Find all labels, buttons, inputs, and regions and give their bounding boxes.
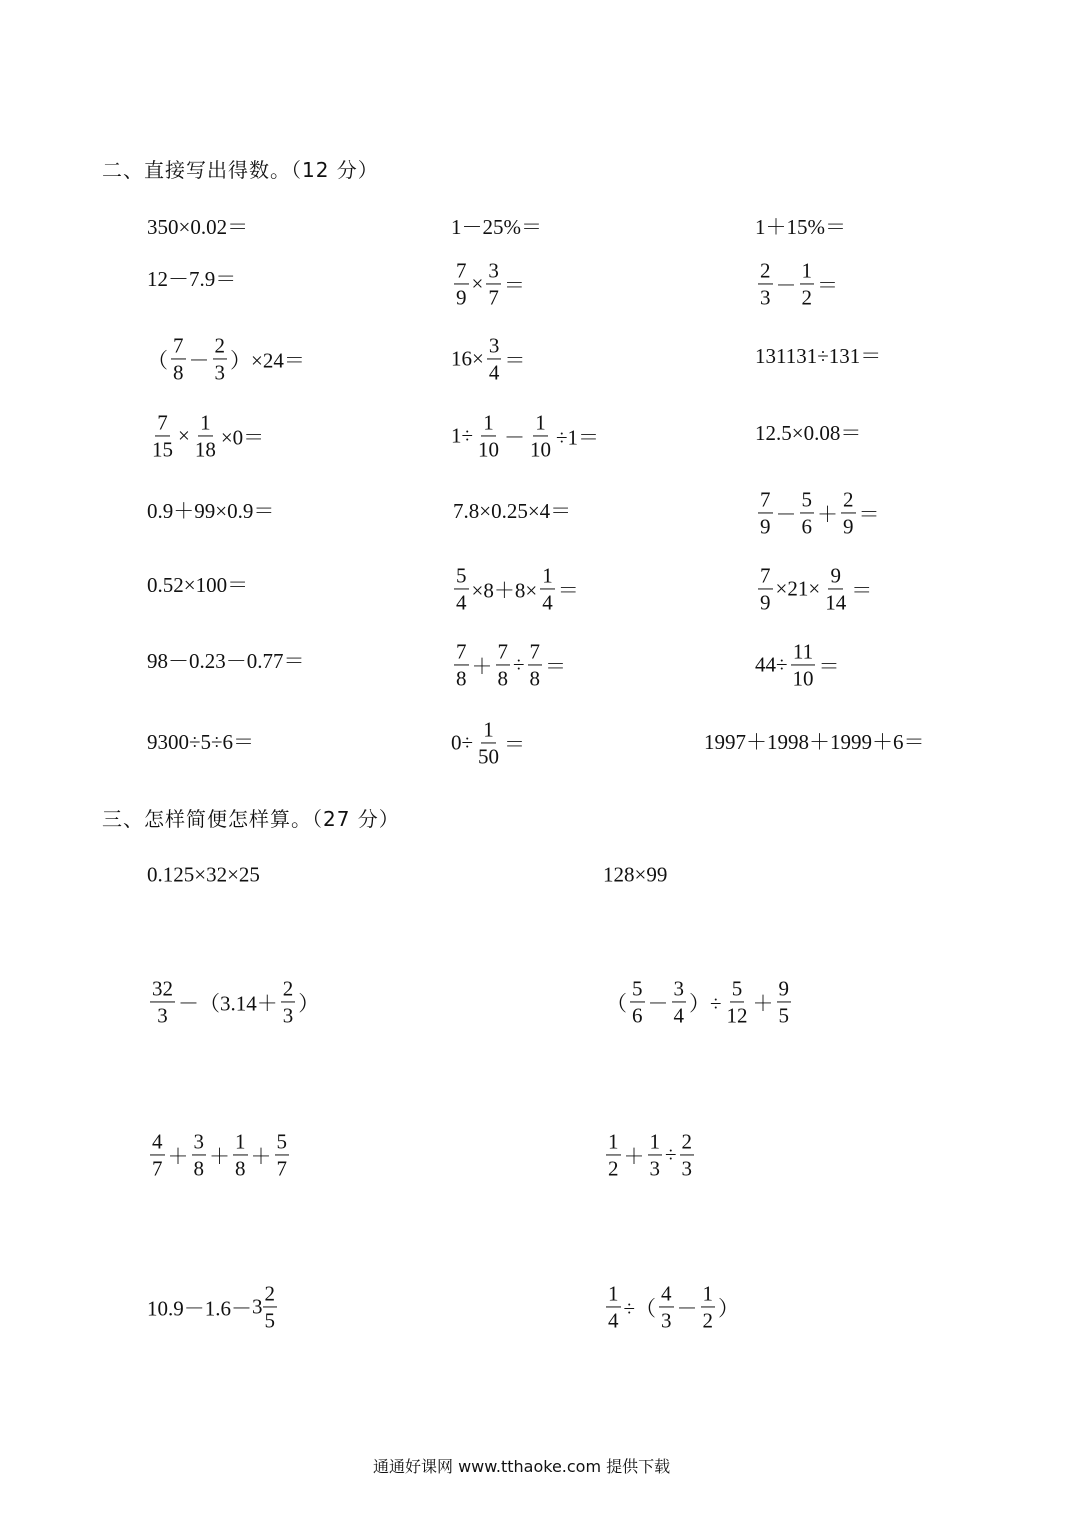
fraction [476,411,501,460]
section-3-problem [603,863,667,888]
fraction [454,640,469,689]
expression-text: （ [147,348,168,372]
expression-text: ＝ [503,273,525,297]
expression-text: ＝ [858,502,880,526]
section-3-problem [147,863,260,888]
section-3-problem [606,977,794,1026]
expression-text: 7.8×0.25×4＝ [453,499,572,523]
expression-text: 0.125×32×25 [147,862,260,887]
section-2-problem [451,334,525,383]
fraction [263,1282,278,1331]
fraction [648,1130,663,1179]
fraction-numerator: 11 [791,640,815,665]
fraction-numerator: 7 [758,564,773,589]
section-2-problem [147,263,236,293]
expression-text: －（3.14＋ [178,991,278,1015]
fraction [496,640,511,689]
fraction [540,564,555,613]
fraction [192,1130,207,1179]
footer-credit: 通通好课网 www.tthaoke.com 提供下载 [373,1457,671,1476]
fraction-numerator: 1 [481,718,496,743]
fraction-numerator: 5 [630,977,645,1002]
section-2-problem [147,411,264,460]
section-2-problem [451,640,566,689]
fraction [275,1130,290,1179]
expression-text: ＝ [504,732,526,756]
expression-text: － [676,1296,698,1320]
fraction-numerator: 1 [481,411,496,436]
expression-text: 1＋15%＝ [755,215,846,239]
fraction-denominator: 18 [194,437,216,462]
fraction-denominator: 14 [825,590,847,615]
section-2-problem [451,564,579,613]
expression-text: 44÷ [755,652,788,677]
expression-text: 1997＋1998＋1999＋6＝ [704,730,925,754]
section-2-problem [755,564,872,613]
fraction-denominator: 8 [173,360,184,385]
fraction-denominator: 5 [264,1308,275,1333]
mixed-number [252,1282,280,1331]
section-2-problem [147,645,305,675]
fraction-denominator: 3 [157,1003,168,1028]
expression-text: 0÷ [451,730,474,755]
fraction-numerator: 7 [528,640,543,665]
fraction [725,977,750,1026]
fraction-numerator: 2 [758,259,773,284]
expression-text: ） [718,1296,740,1320]
fraction-denominator: 8 [529,666,541,691]
fraction-denominator: 15 [152,437,173,462]
expression-text: × [178,423,190,448]
expression-text: ＝ [557,578,579,602]
expression-text: ＋ [817,502,838,526]
expression-text: ＝ [545,654,567,678]
section-3-problem [603,1130,697,1179]
expression-text: ＝ [851,578,873,602]
fraction-numerator: 4 [659,1282,674,1307]
fraction-denominator: 6 [801,514,812,539]
expression-text: ＋ [167,1144,189,1168]
expression-text: ＋ [250,1144,272,1168]
fraction-numerator: 9 [777,977,792,1002]
fraction [841,488,856,537]
section-2-problem [451,411,599,460]
fraction-denominator: 3 [661,1308,672,1333]
fraction-denominator: 6 [632,1003,643,1028]
fraction-denominator: 10 [530,437,552,462]
fraction-numerator: 7 [171,334,186,359]
fraction [150,977,175,1026]
fraction-denominator: 7 [152,1156,163,1181]
fraction-denominator: 2 [702,1308,714,1333]
expression-text: 1－25%＝ [451,215,542,239]
expression-text: × [471,271,484,296]
fraction-denominator: 3 [760,285,771,310]
fraction-denominator: 12 [726,1003,748,1028]
fraction-numerator: 4 [150,1130,165,1155]
fraction-denominator: 10 [478,437,500,462]
expression-text: － [775,502,797,526]
fraction [791,640,816,689]
fraction-numerator: 3 [487,334,502,359]
fraction [680,1130,695,1179]
section-2-problem [147,726,254,756]
expression-text: ） [298,991,320,1015]
fraction-denominator: 3 [282,1003,294,1028]
fraction [486,259,501,308]
fraction-numerator: 5 [730,977,745,1002]
expression-text: ＋ [623,1144,645,1168]
fraction-denominator: 8 [193,1156,204,1181]
section-3-title: 三、怎样简便怎样算。（27 分） [102,807,400,831]
fraction [454,259,469,308]
expression-text: 0.9＋99×0.9＝ [147,499,275,523]
fraction-numerator: 9 [828,564,843,589]
fraction-numerator: 1 [533,411,548,436]
expression-text: ＋ [752,991,774,1015]
fraction-denominator: 7 [488,285,499,310]
expression-text: ÷1＝ [556,425,600,449]
section-3-problem [147,1130,292,1179]
section-3-problem [147,977,319,1026]
mixed-number-whole: 3 [252,1294,263,1319]
section-2-problem [147,334,305,383]
fraction-denominator: 10 [792,666,814,691]
expression-text: ＋ [209,1144,230,1168]
expression-text: ＝ [818,654,840,678]
fraction-denominator: 2 [608,1156,619,1181]
fraction-denominator: 9 [760,514,771,539]
section-2-problem [704,726,925,756]
section-2-problem [453,495,571,525]
expression-text: － [647,991,669,1015]
fraction-denominator: 4 [456,590,467,615]
expression-text: ）÷ [689,991,722,1015]
fraction [528,411,553,460]
fraction-numerator: 1 [701,1282,716,1307]
expression-text: 128×99 [603,862,668,887]
fraction [672,977,687,1026]
section-2-problem [755,211,846,241]
section-2-problem [451,718,525,767]
fraction-denominator: 3 [649,1156,660,1181]
section-2-problem [755,488,880,537]
expression-text: ＋ [471,654,493,678]
fraction [528,640,543,689]
section-2-problem [755,417,861,447]
fraction-numerator: 2 [680,1130,695,1155]
fraction-numerator: 1 [233,1130,248,1155]
fraction-denominator: 8 [235,1156,246,1181]
expression-text: ＝ [817,273,838,297]
section-2-problem [755,259,838,308]
fraction [606,1130,621,1179]
expression-text: 98－0.23－0.77＝ [147,649,305,673]
section-2-problem [147,569,248,599]
expression-text: － [775,273,797,297]
expression-text: 131131÷131＝ [755,344,882,368]
fraction-numerator: 7 [155,411,170,436]
fraction-denominator: 3 [681,1156,693,1181]
fraction [659,1282,674,1331]
fraction-numerator: 3 [672,977,687,1002]
fraction [758,488,773,537]
fraction-denominator: 2 [801,285,812,310]
expression-text: 16× [451,346,484,371]
fraction-denominator: 5 [778,1003,790,1028]
expression-text: ×8＋8× [471,578,538,602]
fraction [476,718,501,767]
fraction-numerator: 5 [800,488,815,513]
fraction [800,488,815,537]
fraction-numerator: 1 [540,564,555,589]
section-2-problem [451,259,525,308]
expression-text: ×21× [775,576,821,601]
fraction [630,977,645,1026]
fraction-numerator: 3 [192,1130,207,1155]
expression-text: 1÷ [451,423,474,448]
fraction [800,259,815,308]
fraction-denominator: 8 [456,666,467,691]
fraction-numerator: 1 [606,1130,621,1155]
fraction-numerator: 32 [150,977,175,1002]
expression-text: 12.5×0.08＝ [755,421,862,445]
fraction-denominator: 4 [488,360,500,385]
expression-text: 12－7.9＝ [147,267,237,291]
fraction-numerator: 5 [454,564,469,589]
expression-text: （ [606,991,627,1015]
fraction [213,334,228,383]
section-2-problem [147,211,248,241]
expression-text: － [188,348,210,372]
section-2-title: 二、直接写出得数。（12 分） [102,158,379,182]
fraction [606,1282,621,1331]
fraction-numerator: 1 [606,1282,621,1307]
fraction [454,564,469,613]
fraction [701,1282,716,1331]
fraction-numerator: 7 [454,259,469,284]
fraction [281,977,296,1026]
fraction-denominator: 4 [673,1003,684,1028]
fraction [758,564,773,613]
expression-text: ÷ [513,652,525,677]
fraction-numerator: 3 [486,259,501,284]
section-2-problem [147,495,274,525]
expression-text: ÷（ [623,1296,657,1320]
fraction-numerator: 2 [281,977,296,1002]
fraction-denominator: 9 [760,590,771,615]
fraction [758,259,773,308]
section-2-problem [755,340,881,370]
expression-text: ÷ [665,1142,677,1167]
fraction-denominator: 3 [214,360,225,385]
fraction-numerator: 1 [198,411,213,436]
fraction [487,334,502,383]
expression-text: － [504,425,526,449]
fraction-numerator: 7 [496,640,511,665]
fraction-numerator: 2 [263,1282,278,1307]
fraction [171,334,186,383]
expression-text: 9300÷5÷6＝ [147,730,255,754]
expression-text: 10.9－1.6－ [147,1296,252,1320]
fraction-numerator: 5 [275,1130,290,1155]
fraction-numerator: 7 [758,488,773,513]
fraction-denominator: 4 [608,1308,619,1333]
section-3-problem [603,1282,739,1331]
fraction [777,977,792,1026]
expression-text: 350×0.02＝ [147,215,249,239]
fraction-numerator: 7 [454,640,469,665]
expression-text: 0.52×100＝ [147,573,249,597]
expression-text: ＝ [504,348,526,372]
fraction [193,411,218,460]
fraction-numerator: 2 [213,334,228,359]
fraction-denominator: 50 [478,744,500,769]
fraction [150,1130,165,1179]
expression-text: ）×24＝ [230,348,305,372]
fraction-denominator: 9 [456,285,467,310]
fraction [150,411,175,460]
section-3-problem [147,1282,280,1331]
fraction-numerator: 2 [841,488,856,513]
fraction-denominator: 8 [497,666,508,691]
fraction-numerator: 1 [800,259,815,284]
fraction-denominator: 7 [276,1156,287,1181]
expression-text: ×0＝ [220,425,265,449]
section-2-problem [451,211,542,241]
fraction-denominator: 9 [843,514,854,539]
fraction [823,564,848,613]
fraction-denominator: 4 [542,590,553,615]
section-2-problem [755,640,840,689]
fraction-numerator: 1 [648,1130,663,1155]
fraction [233,1130,248,1179]
